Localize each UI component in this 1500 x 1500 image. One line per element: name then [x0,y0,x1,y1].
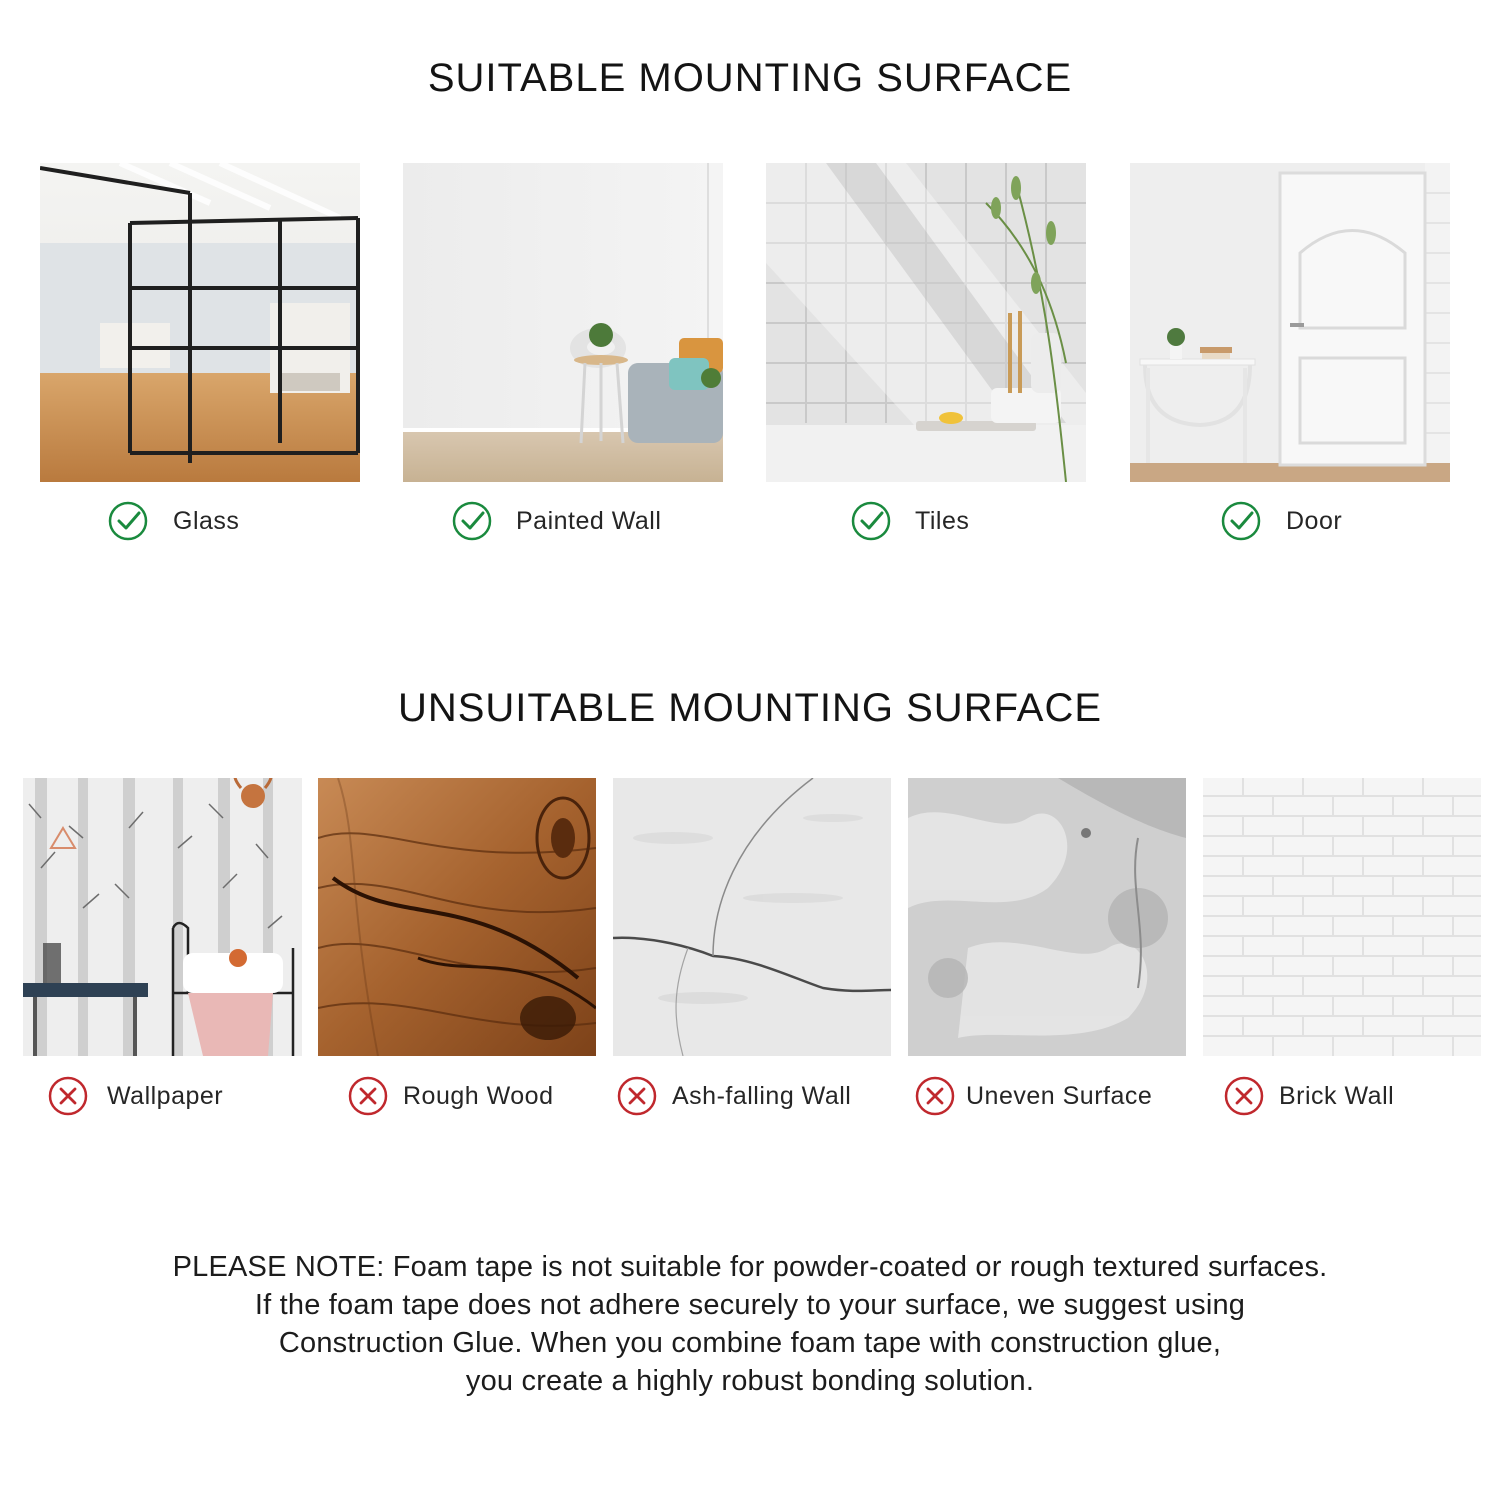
check-circle-icon [1220,500,1262,542]
unsuitable-label: Brick Wall [1279,1081,1395,1110]
wallpaper-photo [23,778,302,1056]
x-circle-icon [47,1075,89,1117]
suitable-label: Painted Wall [516,506,662,535]
suitable-label: Glass [173,506,240,535]
rough-wood-photo [318,778,596,1056]
note-line-1-text: Foam tape is not suitable for powder-coated or rough textured surfaces. [384,1251,1328,1283]
unsuitable-item-brick-wall [1223,1075,1394,1117]
ash-falling-wall-photo [613,778,891,1056]
please-note [40,1248,1460,1400]
note-lead: PLEASE NOTE: [172,1251,385,1283]
note-line-1 [40,1248,1460,1286]
unsuitable-item-uneven-surface [914,1075,1152,1117]
suitable-item-tiles [850,500,969,542]
x-circle-icon [616,1075,658,1117]
check-circle-icon [451,500,493,542]
unsuitable-heading: UNSUITABLE MOUNTING SURFACE [397,686,1103,730]
unsuitable-label: Ash-falling Wall [672,1081,852,1110]
unsuitable-item-ash-falling-wall [616,1075,851,1117]
brick-wall-photo [1203,778,1481,1056]
unsuitable-label: Wallpaper [107,1081,224,1110]
suitable-label: Tiles [915,506,970,535]
unsuitable-item-wallpaper [47,1075,223,1117]
suitable-item-painted-wall [451,500,661,542]
door-photo [1130,163,1450,482]
x-circle-icon [914,1075,956,1117]
unsuitable-label: Uneven Surface [966,1081,1153,1110]
suitable-label: Door [1286,506,1343,535]
check-circle-icon [107,500,149,542]
tiles-photo [766,163,1086,482]
check-circle-icon [850,500,892,542]
unsuitable-item-rough-wood [347,1075,553,1117]
note-line-2: If the foam tape does not adhere securely to your surface, we suggest using [254,1289,1246,1321]
x-circle-icon [1223,1075,1265,1117]
suitable-item-door [1220,500,1342,542]
suitable-item-glass [107,500,239,542]
painted-wall-photo [403,163,723,482]
note-line-4: you create a highly robust bonding solution. [465,1365,1035,1397]
unsuitable-label: Rough Wood [403,1081,554,1110]
suitable-heading: SUITABLE MOUNTING SURFACE [427,56,1073,100]
uneven-surface-photo [908,778,1186,1056]
note-line-3: Construction Glue. When you combine foam tape with construction glue, [278,1327,1222,1359]
x-circle-icon [347,1075,389,1117]
glass-photo [40,163,360,482]
